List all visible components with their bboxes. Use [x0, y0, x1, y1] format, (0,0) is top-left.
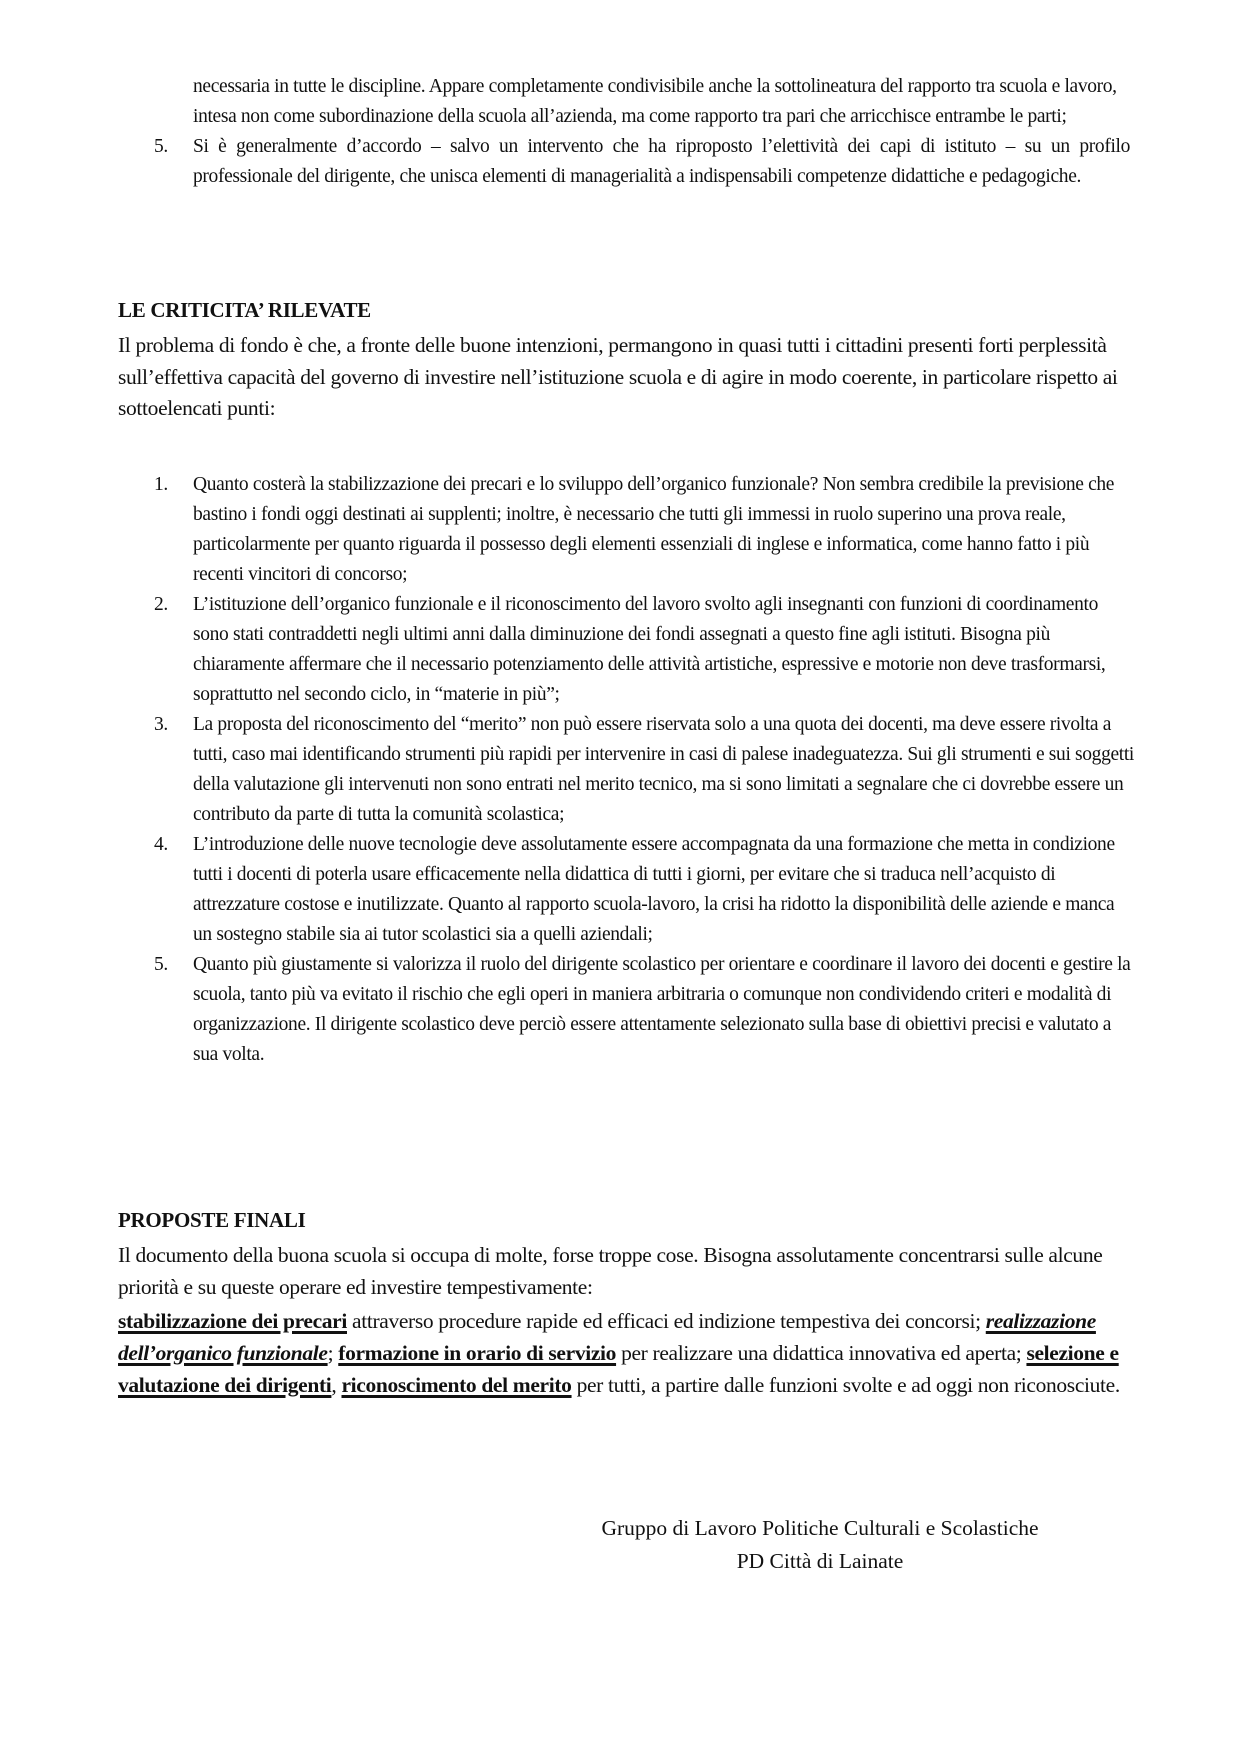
priority-text: per tutti, a partire dalle funzioni svolte e ad oggi non riconosciute.: [571, 1373, 1120, 1397]
list-item: [152, 590, 1137, 710]
list-item-text: L’introduzione delle nuove tecnologie deve assolutamente essere accompagnata da una formazione che metta in condizione tutti i docenti di poterla usare efficacemente nella didattica di tutti i giorni, per evitare che si traduca nell’acquisto di attrezzature costose e inutilizzate. Quanto al rapporto scuola-lavoro, la crisi ha ridotto la disponibilità delle aziende e manca un sostegno stabile sia ai tutor scolastici sia a quelli aziendali;: [193, 834, 1115, 945]
list-number: 2.: [154, 594, 168, 615]
priority-text: attraverso procedure rapide ed efficaci ed indizione tempestiva dei concorsi;: [347, 1309, 986, 1333]
list-item-4-continuation: necessaria in tutte le discipline. Appare completamente condivisibile anche la sottolineatura del rapporto tra scuola e lavoro, intesa non come subordinazione della scuola all’azienda, ma come rapporto tra pari che arricchisce entrambe le parti;: [193, 76, 1117, 127]
list-item: [152, 950, 1137, 1070]
signature-block: [560, 1512, 1080, 1578]
proposte-intro-paragraph: Il documento della buona scuola si occupa di molte, forse troppe cose. Bisogna assolutamente concentrarsi sulle alcune priorità e su queste operare ed investire tempestivamente:: [118, 1243, 1103, 1299]
list-item: [152, 470, 1137, 590]
signature-group: Gruppo di Lavoro Politiche Culturali e Scolastiche: [601, 1516, 1039, 1540]
list-item: [152, 830, 1137, 950]
list-number: 1.: [154, 474, 168, 495]
list-number: 4.: [154, 834, 168, 855]
proposte-priorities-paragraph: [118, 1305, 1128, 1401]
list-item-text: Quanto costerà la stabilizzazione dei precari e lo sviluppo dell’organico funzionale? Non sembra credibile la previsione che bastino i fondi oggi destinati ai supplenti; inoltre, è necessario che tutti gli immessi in ruolo superino una prova reale, particolarmente per quanto riguarda il possesso degli elementi essenziali di inglese e informatica, come hanno fatto i più recenti vincitori di concorso;: [193, 474, 1115, 585]
priority-text: per realizzare una didattica innovativa ed aperta;: [616, 1341, 1027, 1365]
previous-list-continuation: [152, 72, 1130, 192]
priority-text: ;: [327, 1341, 339, 1365]
list-number: 3.: [154, 714, 168, 735]
list-item-text: Quanto più giustamente si valorizza il ruolo del dirigente scolastico per orientare e coordinare il lavoro dei docenti e gestire la scuola, tanto più va evitato il rischio che egli operi in maniera arbitraria o comunque non condividendo criteri e modalità di organizzazione. Il dirigente scolastico deve perciò essere attentamente selezionato sulla base di obiettivi precisi e valutato a sua volta.: [193, 954, 1131, 1065]
priority-selezione-dirigenti: selezione e valutazione dei dirigenti: [118, 1341, 1119, 1397]
priority-organico-funzionale: realizzazione dell’organico funzionale: [118, 1309, 1096, 1365]
section-heading-criticita: LE CRITICITA’ RILEVATE: [118, 298, 371, 322]
priority-stabilizzazione: stabilizzazione dei precari: [118, 1309, 347, 1333]
priority-text: ,: [331, 1373, 342, 1397]
list-item: [152, 710, 1137, 830]
priority-formazione: formazione in orario di servizio: [338, 1341, 617, 1365]
list-item-text: Si è generalmente d’accordo – salvo un intervento che ha riproposto l’elettività dei capi di istituto – su un profilo professionale del dirigente, che unisca elementi di managerialità a indispensabili competenze didattiche e pedagogiche.: [193, 136, 1130, 187]
list-item-text: La proposta del riconoscimento del “merito” non può essere riservata solo a una quota dei docenti, ma deve essere rivolta a tutti, caso mai identificando strumenti più rapidi per intervenire in casi di palese inadeguatezza. Sui gli strumenti e sui soggetti della valutazione gli intervenuti non sono entrati nel merito tecnico, ma si sono limitati a segnalare che ci dovrebbe essere un contributo da parte di tutta la comunità scolastica;: [193, 714, 1134, 825]
list-item-text: L’istituzione dell’organico funzionale e il riconoscimento del lavoro svolto agli insegnanti con funzioni di coordinamento sono stati contraddetti negli ultimi anni dalla diminuzione dei fondi assegnati a questo fine agli istituti. Bisogna più chiaramente affermare che il necessario potenziamento delle attività artistiche, espressive e motorie non deve trasformarsi, soprattutto nel secondo ciclo, in “materie in più”;: [193, 594, 1106, 705]
criticita-intro-paragraph: Il problema di fondo è che, a fronte delle buone intenzioni, permangono in quasi tutti i cittadini presenti forti perplessità sull’effettiva capacità del governo di investire nell’istituzione scuola e di agire in modo coerente, in particolare rispetto ai sottoelencati punti:: [118, 333, 1118, 420]
priority-riconoscimento-merito: riconoscimento del merito: [341, 1373, 572, 1397]
criticita-list: [152, 470, 1137, 1070]
section-heading-proposte: PROPOSTE FINALI: [118, 1208, 306, 1232]
signature-organization: PD Città di Lainate: [736, 1549, 904, 1573]
list-item-5-agreement: [152, 132, 1130, 192]
list-number: 5.: [154, 954, 168, 975]
list-number: 5.: [154, 136, 168, 157]
